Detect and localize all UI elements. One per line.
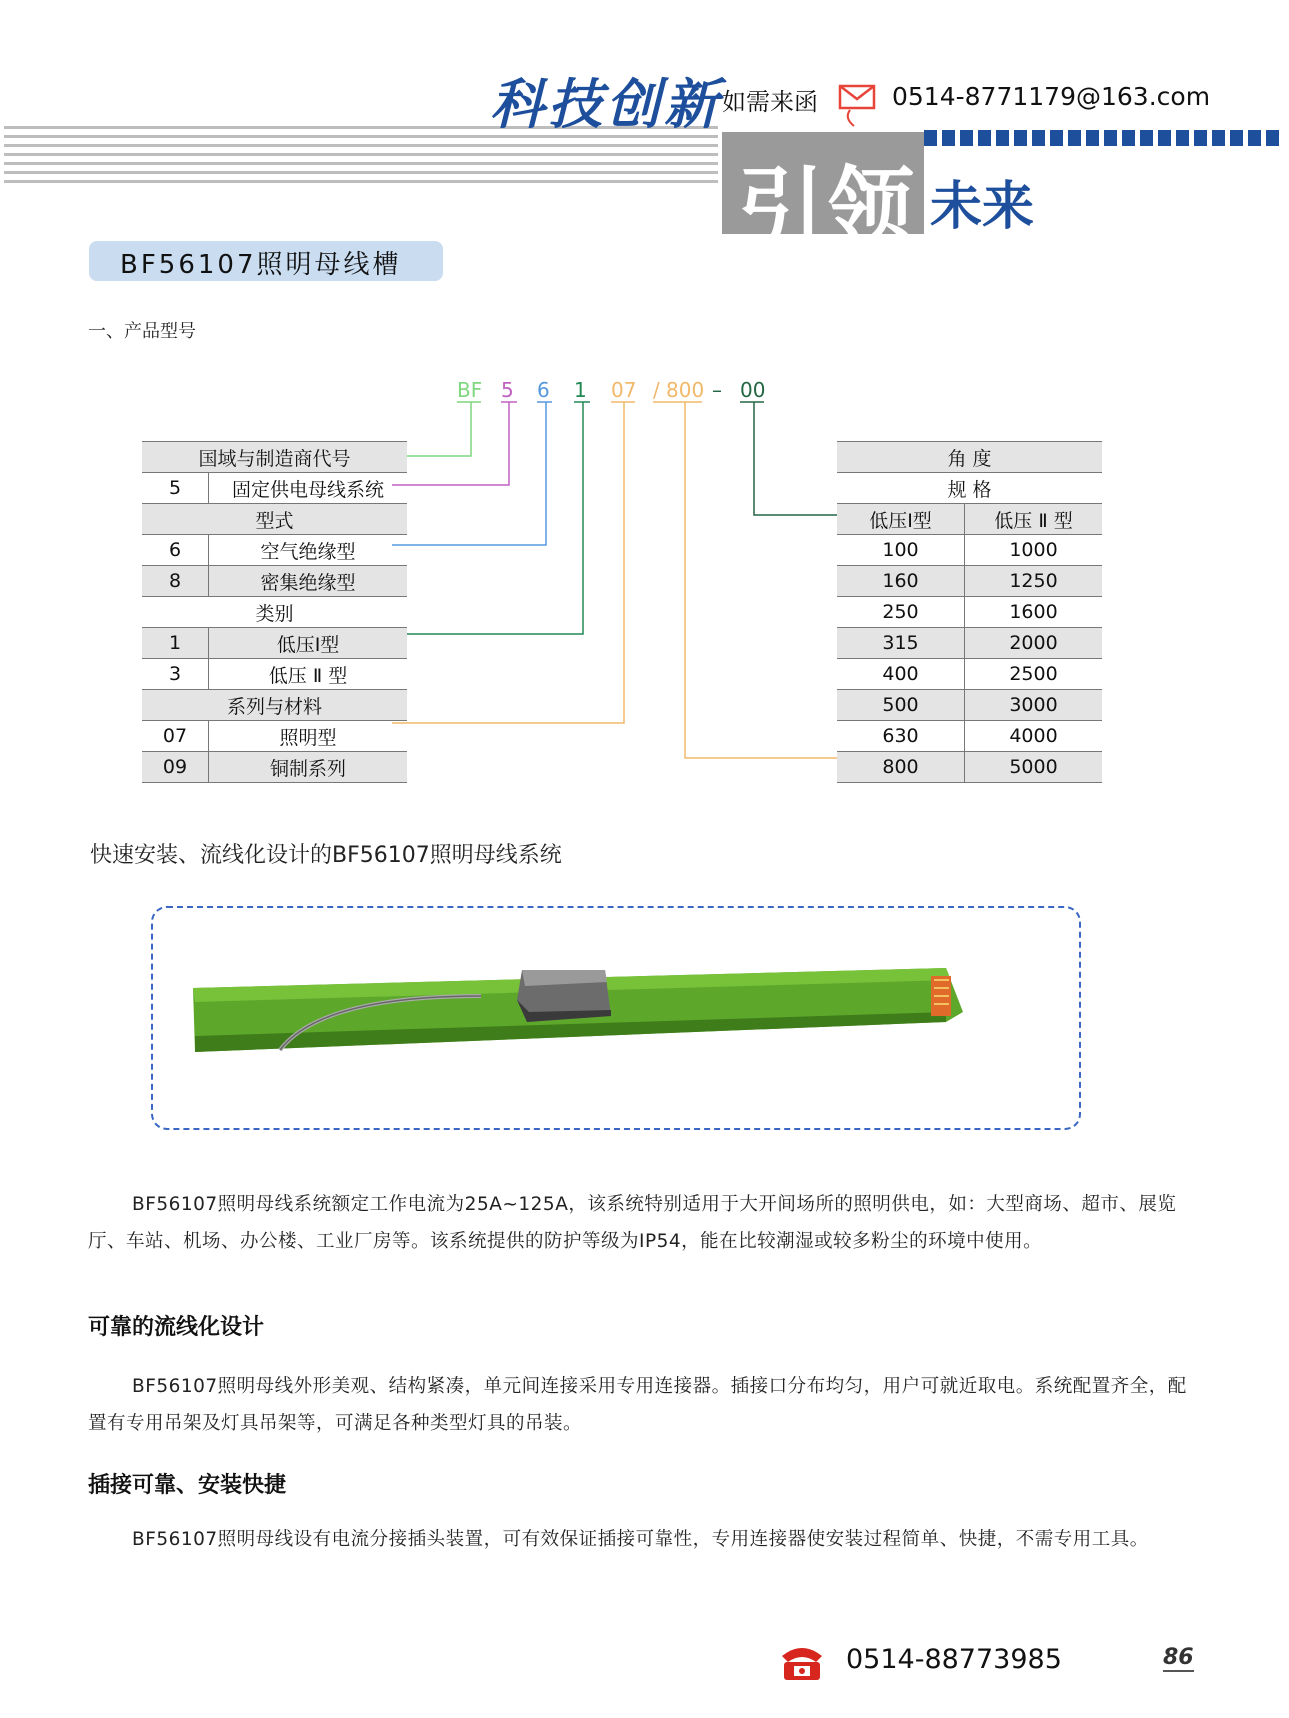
table-row: [837, 597, 1102, 628]
table-row: [142, 752, 407, 783]
row-code: 3: [142, 659, 209, 690]
row-label: 低压Ⅰ型: [209, 628, 408, 659]
table-row: [142, 597, 407, 628]
code-00: 00: [740, 378, 766, 402]
angle-header: 角 度: [837, 442, 1102, 473]
table-row: [142, 690, 407, 721]
page-number: 86: [1163, 1645, 1194, 1670]
telephone-icon: [776, 1636, 828, 1684]
cell: 1600: [965, 597, 1103, 628]
table-row: [142, 659, 407, 690]
code-dash: –: [712, 378, 722, 402]
table-row: [142, 721, 407, 752]
code-slash: /: [653, 378, 660, 402]
cell: 2500: [965, 659, 1103, 690]
footer-phone[interactable]: 0514-88773985: [846, 1644, 1062, 1675]
row-code: 6: [142, 535, 209, 566]
code-07: 07: [611, 378, 637, 402]
row-label: 密集绝缘型: [209, 566, 408, 597]
col1-header: 低压Ⅰ型: [837, 504, 965, 535]
spec-header: 规 格: [837, 473, 1102, 504]
row-code: 07: [142, 721, 209, 752]
cell: 800: [837, 752, 965, 783]
code-5: 5: [501, 378, 514, 402]
cell: 3000: [965, 690, 1103, 721]
paragraph-install: BF56107照明母线设有电流分接插头装置，可有效保证插接可靠性，专用连接器使安装过程简单、快捷，不需专用工具。: [132, 1529, 1149, 1550]
lead-text: 引领: [738, 158, 918, 258]
page-title: BF56107照明母线槽: [120, 250, 402, 280]
table-row: [142, 535, 407, 566]
row-code: 8: [142, 566, 209, 597]
cell: 5000: [965, 752, 1103, 783]
envelope-icon: [836, 82, 880, 128]
table-row: [142, 628, 407, 659]
header-dash-bar: [924, 130, 1280, 146]
cell: 1000: [965, 535, 1103, 566]
cell: 400: [837, 659, 965, 690]
code-bf: BF: [457, 378, 483, 402]
section-heading-model: 一、产品型号: [88, 321, 196, 342]
future-text: 未来: [930, 177, 1035, 237]
table-row: [837, 504, 1102, 535]
cell: 500: [837, 690, 965, 721]
table-row: [142, 566, 407, 597]
cell: 100: [837, 535, 965, 566]
table-row: [837, 628, 1102, 659]
email-address[interactable]: 0514-8771179@163.com: [892, 82, 1211, 111]
row-label: 型式: [142, 504, 407, 535]
slogan: 科技创新: [490, 73, 722, 136]
table-row: [837, 473, 1102, 504]
cell: 630: [837, 721, 965, 752]
paragraph-intro: BF56107照明母线系统额定工作电流为25A~125A，该系统特别适用于大开间场所的照明供电，如：大型商场、超市、展览厅、车站、机场、办公楼、工业厂房等。该系统提供的防护等级为IP54，能在比较潮湿或较多粉尘的环境中使用。: [88, 1194, 1177, 1252]
col2-header: 低压 Ⅱ 型: [965, 504, 1103, 535]
cell: 4000: [965, 721, 1103, 752]
row-label: 铜制系列: [209, 752, 408, 783]
code-1: 1: [574, 378, 587, 402]
cell: 1250: [965, 566, 1103, 597]
table-row: [837, 566, 1102, 597]
table-row: [837, 690, 1102, 721]
row-label: 固定供电母线系统: [209, 473, 408, 504]
row-label: 照明型: [209, 721, 408, 752]
code-6: 6: [537, 378, 550, 402]
code-800: 800: [666, 378, 705, 402]
heading-streamline-design: 可靠的流线化设计: [88, 1315, 265, 1340]
table-row: [837, 442, 1102, 473]
product-heading: 快速安装、流线化设计的BF56107照明母线系统: [90, 843, 562, 868]
table-row: [837, 535, 1102, 566]
row-label: 国域与制造商代号: [142, 442, 407, 473]
row-label: 类别: [142, 597, 407, 628]
row-code: 1: [142, 628, 209, 659]
row-label: 空气绝缘型: [209, 535, 408, 566]
heading-quick-install: 插接可靠、安装快捷: [88, 1473, 287, 1498]
row-code: 09: [142, 752, 209, 783]
cell: 250: [837, 597, 965, 628]
left-spec-table: [142, 441, 407, 783]
contact-label: 如需来函: [722, 88, 818, 116]
row-code: 5: [142, 473, 209, 504]
table-row: [837, 659, 1102, 690]
cell: 2000: [965, 628, 1103, 659]
table-row: [837, 721, 1102, 752]
table-row: [142, 473, 407, 504]
right-spec-table: [837, 441, 1102, 783]
table-row: [142, 442, 407, 473]
cell: 160: [837, 566, 965, 597]
product-image-frame: [151, 906, 1081, 1130]
cell: 315: [837, 628, 965, 659]
row-label: 系列与材料: [142, 690, 407, 721]
row-label: 低压 Ⅱ 型: [209, 659, 408, 690]
table-row: [142, 504, 407, 535]
paragraph-design: BF56107照明母线外形美观、结构紧凑，单元间连接采用专用连接器。插接口分布均匀，用户可就近取电。系统配置齐全，配置有专用吊架及灯具吊架等，可满足各种类型灯具的吊装。: [88, 1376, 1187, 1434]
table-row: [837, 752, 1102, 783]
